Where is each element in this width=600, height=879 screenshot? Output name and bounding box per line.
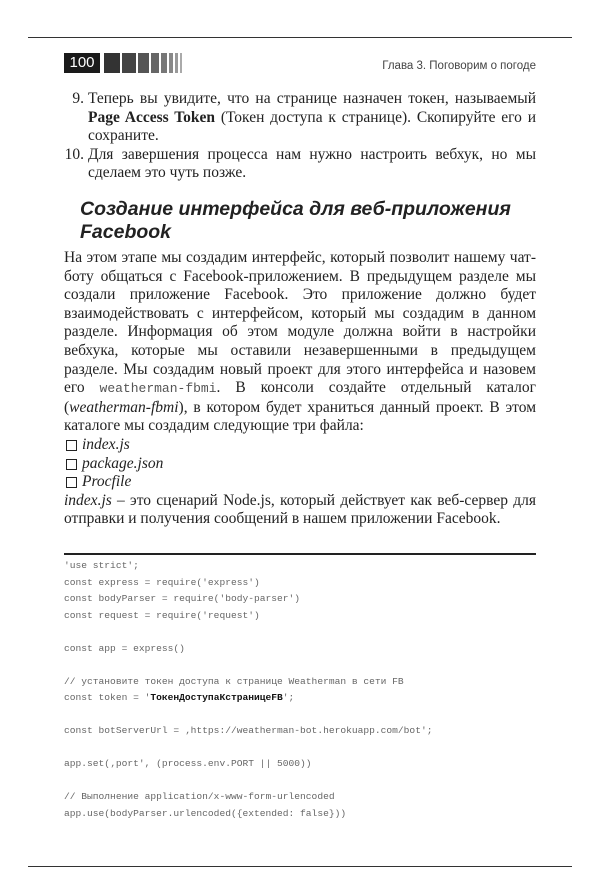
file-item (64, 455, 536, 474)
bottom-rule (28, 866, 572, 867)
list-number: 9. (72, 90, 84, 107)
file-item (64, 473, 536, 492)
code-line: const app = express() (64, 642, 185, 654)
paragraph-text: . В консоли создайте отдельный каталог ( (64, 379, 536, 416)
code-line: const request = require('request') (64, 609, 260, 621)
file-name: index.js (82, 435, 130, 453)
code-line: const express = require('express') (64, 576, 260, 588)
checkbox-bullet-icon (66, 477, 77, 488)
file-name: Procfile (82, 473, 132, 491)
code-line: const bodyParser = require('body-parser') (64, 593, 301, 604)
code-line (64, 707, 432, 724)
body-paragraph (64, 249, 536, 529)
list-item (64, 90, 536, 146)
code-listing (64, 558, 432, 822)
code-line (64, 624, 432, 641)
code-line (64, 773, 432, 790)
code-line: const botServerUrl = ‚https://weatherman-bot.herokuapp.com/bot'; (64, 725, 433, 736)
list-text: Для завершения процесса нам нужно настроить вебхук, но мы сделаем это чуть позже. (88, 145, 536, 182)
file-list (64, 436, 536, 492)
code-line: app.set(‚port', (process.env.PORT || 5000)) (64, 758, 312, 769)
code-rule (64, 553, 536, 555)
code-line (64, 657, 432, 674)
numbered-list (64, 90, 536, 183)
bold-term: Page Access Token (88, 108, 216, 126)
italic-term: index.js (64, 491, 112, 509)
code-line: app.use(bodyParser.urlencoded({extended: false})) (64, 807, 347, 819)
page-number: 100 (64, 53, 100, 73)
running-header: Глава 3. Поговорим о погоде (382, 60, 536, 72)
token-placeholder: ТокенДоступаКстраницеFB (150, 692, 283, 703)
paragraph-text: – это сценарий Node.js, который действует как веб-сервер для отправки и получения сообщений в нашем приложении Facebook. (64, 491, 536, 528)
paragraph-text: ), в котором будет храниться данный проект. В этом каталоге мы создадим следующие три файла: (64, 398, 536, 435)
top-rule (28, 37, 572, 38)
checkbox-bullet-icon (66, 440, 77, 451)
inline-code: weatherman-fbmi (99, 381, 217, 397)
file-item (64, 436, 536, 455)
list-item (64, 146, 536, 183)
page-number-decoration (104, 53, 182, 73)
list-text: (Токен доступа к странице). Скопируйте его и сохраните. (88, 108, 537, 145)
code-line: const token = 'ТокенДоступаКстраницеFB'; (64, 692, 295, 703)
section-heading: Создание интерфейса для веб-приложения Facebook (80, 198, 511, 243)
list-number: 10. (64, 145, 84, 163)
italic-term: weatherman-fbmi (69, 398, 179, 416)
code-line: // установите токен доступа к странице Weatherman в сети FB (64, 675, 404, 687)
list-text: Теперь вы увидите, что на странице назначен токен, называемый (88, 90, 536, 107)
file-name: package.json (82, 454, 164, 472)
code-line (64, 740, 432, 757)
code-line: 'use strict'; (64, 560, 139, 571)
code-line: // Выполнение application/x-www-form-urlencoded (64, 791, 335, 802)
paragraph-text: На этом этапе мы создадим интерфейс, который позволит нашему чат-боту общаться с Facebook-приложением. В предыдущем разделе мы создали приложение Facebook. Это приложение должно будет взаимодействовать с интерфейсом, который мы создадим в данном разделе. Информация об этом модуле должна войти в настройки вебхука, которые мы оставили незавершенными в предыдущем разделе. Мы создадим новый проект для этого интерфейса и назовем его (64, 249, 536, 397)
checkbox-bullet-icon (66, 459, 77, 470)
